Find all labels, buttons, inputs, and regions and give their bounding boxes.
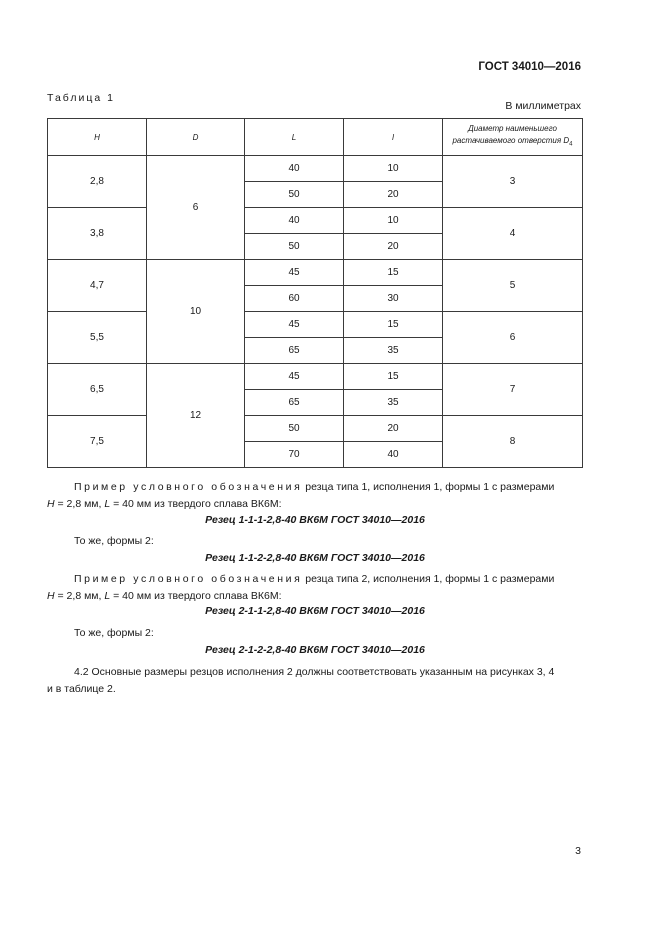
clause-4-2-line1: 4.2 Основные размеры резцов исполнения 2 должны соответствовать указанным на рисунках 3, 4 — [74, 666, 555, 678]
designation-3: Резец 2-1-1-2,8-40 ВК6М ГОСТ 34010—2016 — [205, 605, 425, 617]
cell-l-lower: 10 — [344, 156, 443, 182]
page-number: 3 — [575, 845, 581, 857]
cell-h: 5,5 — [48, 312, 147, 364]
cell-l-upper: 40 — [245, 156, 344, 182]
header-d: D — [147, 119, 245, 156]
cell-l-upper: 65 — [245, 390, 344, 416]
cell-min-diameter: 4 — [443, 208, 583, 260]
table-row — [48, 416, 583, 442]
cell-min-diameter: 3 — [443, 156, 583, 208]
table-row — [48, 312, 583, 338]
cell-l-lower: 15 — [344, 364, 443, 390]
cell-l-upper: 45 — [245, 364, 344, 390]
example-text-1c: = 40 мм из твердого сплава ВК6М: — [110, 498, 282, 510]
cell-l-upper: 50 — [245, 182, 344, 208]
same-form-2-label-1: То же, формы 2: — [74, 535, 154, 547]
cell-h: 7,5 — [48, 416, 147, 468]
cell-h: 4,7 — [48, 260, 147, 312]
cell-h: 6,5 — [48, 364, 147, 416]
cell-l-lower: 20 — [344, 234, 443, 260]
dimensions-table — [47, 118, 583, 468]
cell-l-upper: 45 — [245, 260, 344, 286]
cell-l-upper: 65 — [245, 338, 344, 364]
cell-l-lower: 35 — [344, 338, 443, 364]
document-code: ГОСТ 34010—2016 — [478, 61, 581, 73]
cell-l-lower: 15 — [344, 260, 443, 286]
cell-d: 10 — [147, 260, 245, 364]
cell-l-upper: 40 — [245, 208, 344, 234]
table-header-row — [48, 119, 583, 156]
cell-min-diameter: 5 — [443, 260, 583, 312]
header-l-upper: L — [245, 119, 344, 156]
cell-l-lower: 40 — [344, 442, 443, 468]
cell-min-diameter: 8 — [443, 416, 583, 468]
clause-4-2-line2: и в таблице 2. — [47, 683, 116, 695]
symbol-h: H — [47, 498, 55, 510]
designation-1: Резец 1-1-1-2,8-40 ВК6М ГОСТ 34010—2016 — [205, 514, 425, 526]
example-paragraph-2 — [47, 571, 583, 605]
example-text-1b: = 2,8 мм, — [54, 498, 105, 510]
table-row — [48, 208, 583, 234]
symbol-l: L — [104, 498, 111, 510]
clause-4-2 — [47, 664, 583, 681]
cell-l-upper: 50 — [245, 416, 344, 442]
cell-h: 2,8 — [48, 156, 147, 208]
example-paragraph-1 — [47, 479, 583, 513]
cell-l-lower: 10 — [344, 208, 443, 234]
example-text-2: резца типа 2, исполнения 1, формы 1 с размерами — [302, 573, 555, 585]
header-l-lower: l — [344, 119, 443, 156]
table-units: В миллиметрах — [505, 100, 581, 112]
example-lead-2: Пример условного обозначения — [74, 573, 303, 585]
cell-l-upper: 45 — [245, 312, 344, 338]
table-caption: Таблица 1 — [47, 92, 115, 104]
cell-l-lower: 35 — [344, 390, 443, 416]
symbol-l: L — [104, 590, 111, 602]
cell-min-diameter: 6 — [443, 312, 583, 364]
example-text-2c: = 40 мм из твердого сплава ВК6М: — [110, 590, 282, 602]
cell-l-lower: 15 — [344, 312, 443, 338]
cell-d: 6 — [147, 156, 245, 260]
header-min-diameter-line2: растачиваемого отверстия $D_4$ — [452, 136, 573, 148]
symbol-h: H — [47, 590, 55, 602]
same-form-2-label-2: То же, формы 2: — [74, 627, 154, 639]
cell-l-upper: 70 — [245, 442, 344, 468]
designation-4: Резец 2-1-2-2,8-40 ВК6М ГОСТ 34010—2016 — [205, 644, 425, 656]
header-h: H — [48, 119, 147, 156]
table-row — [48, 156, 583, 182]
example-text-2b: = 2,8 мм, — [54, 590, 105, 602]
table-row — [48, 364, 583, 390]
header-min-diameter-line1: Диаметр наименьшего — [468, 124, 557, 134]
cell-l-lower: 30 — [344, 286, 443, 312]
cell-l-lower: 20 — [344, 416, 443, 442]
cell-l-upper: 50 — [245, 234, 344, 260]
cell-l-upper: 60 — [245, 286, 344, 312]
cell-l-lower: 20 — [344, 182, 443, 208]
header-min-diameter — [443, 119, 583, 156]
example-lead-1: Пример условного обозначения — [74, 481, 303, 493]
cell-min-diameter: 7 — [443, 364, 583, 416]
table-row — [48, 260, 583, 286]
designation-2: Резец 1-1-2-2,8-40 ВК6М ГОСТ 34010—2016 — [205, 552, 425, 564]
example-text-1: резца типа 1, исполнения 1, формы 1 с размерами — [302, 481, 555, 493]
cell-d: 12 — [147, 364, 245, 468]
cell-h: 3,8 — [48, 208, 147, 260]
